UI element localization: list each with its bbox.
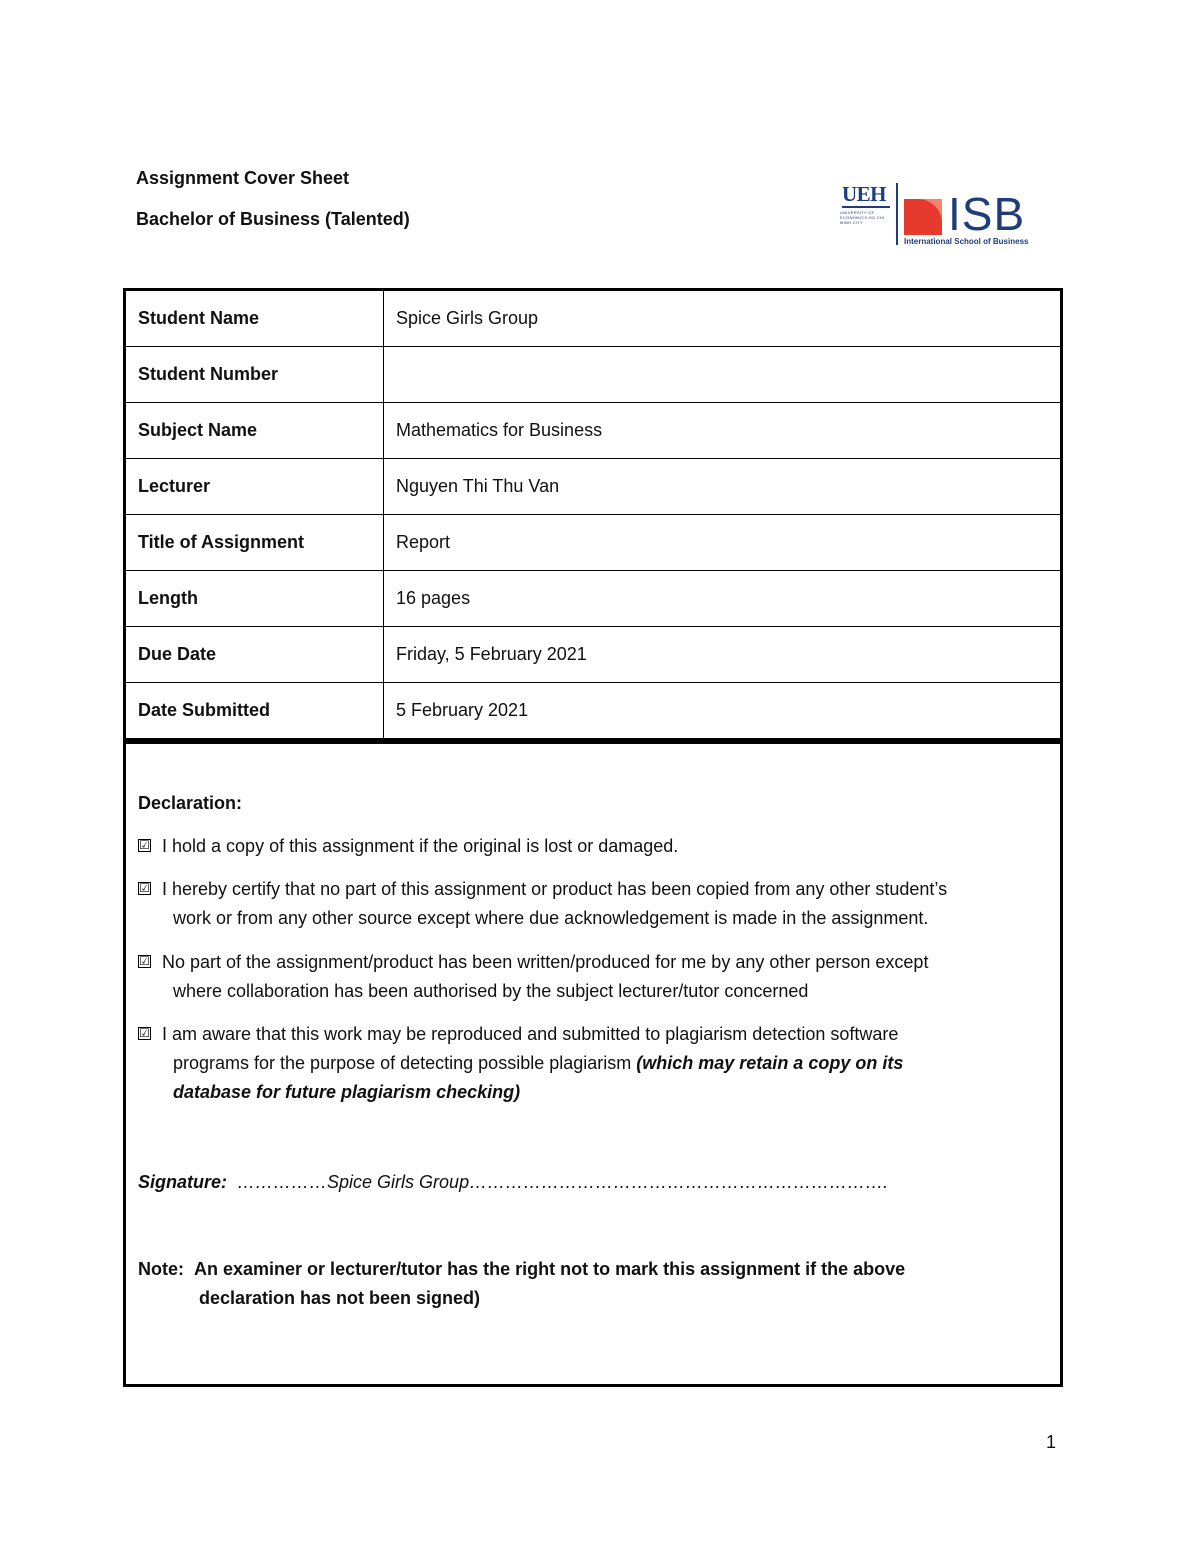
info-row [125, 403, 1062, 459]
ueh-subtitle: UNIVERSITY OF ECONOMICS HO CHI MINH CITY [840, 210, 885, 225]
checked-box-icon: ☑ [139, 1026, 150, 1040]
info-label: Student Number [125, 347, 384, 403]
declaration-item [138, 948, 1038, 1006]
logo-divider [896, 183, 898, 245]
signature-label: Signature: [138, 1172, 228, 1192]
declaration-item-line: I hereby certify that no part of this assignment or product has been copied from any other student’s [162, 879, 948, 899]
note-text: declaration has not been signed) [199, 1288, 481, 1308]
signature-line [138, 1168, 888, 1197]
info-value: Spice Girls Group [384, 290, 1062, 347]
note-text: An examiner or lecturer/tutor has the right not to mark this assignment if the above [194, 1259, 906, 1279]
declaration-item-emphasis: database for future plagiarism checking) [173, 1082, 521, 1102]
declaration-item-emphasis: (which may retain a copy on its [636, 1053, 904, 1073]
info-label: Subject Name [125, 403, 384, 459]
isb-mark-icon [904, 199, 942, 235]
program-subtitle: Bachelor of Business (Talented) [136, 209, 410, 229]
info-row [125, 459, 1062, 515]
isb-wordmark: ISB [948, 188, 1026, 240]
declaration-item [138, 1020, 1038, 1107]
info-label: Student Name [125, 290, 384, 347]
declaration-item-line: No part of the assignment/product has been written/produced for me by any other person except [162, 952, 929, 972]
info-value: 5 February 2021 [384, 683, 1062, 740]
ueh-logo [840, 183, 892, 227]
info-value: Nguyen Thi Thu Van [384, 459, 1062, 515]
declaration-item-text: programs for the purpose of detecting possible plagiarism [173, 1053, 632, 1073]
note-label: Note: [138, 1259, 184, 1279]
info-row [125, 683, 1062, 740]
declaration-item [138, 832, 1038, 861]
assignment-info-table [123, 288, 1063, 741]
info-label: Length [125, 571, 384, 627]
ueh-wordmark: UEH [842, 182, 887, 206]
declaration-heading: Declaration: [138, 793, 243, 813]
checked-box-icon: ☑ [139, 954, 150, 968]
declaration-item-line: I am aware that this work may be reproduced and submitted to plagiarism detection software [162, 1024, 899, 1044]
declaration-item [138, 875, 1038, 933]
info-value: Report [384, 515, 1062, 571]
signature-value: ……………Spice Girls Group……………………………………………………………. [237, 1172, 889, 1192]
declaration-box [123, 741, 1063, 1387]
info-label: Title of Assignment [125, 515, 384, 571]
checked-box-icon: ☑ [139, 881, 150, 895]
info-label: Due Date [125, 627, 384, 683]
checked-box-icon: ☑ [139, 838, 150, 852]
info-value: 16 pages [384, 571, 1062, 627]
ueh-isb-logo [840, 183, 1040, 249]
page-title: Assignment Cover Sheet [136, 168, 350, 188]
info-label: Lecturer [125, 459, 384, 515]
info-row [125, 290, 1062, 347]
isb-subtitle: International School of Business [904, 237, 1029, 246]
declaration-item-line: I hold a copy of this assignment if the original is lost or damaged. [162, 836, 679, 856]
info-row [125, 515, 1062, 571]
info-row [125, 627, 1062, 683]
info-value: Friday, 5 February 2021 [384, 627, 1062, 683]
declaration-item-line: work or from any other source except where due acknowledgement is made in the assignment. [173, 908, 929, 928]
info-value [384, 347, 1062, 403]
declaration-item-line: where collaboration has been authorised by the subject lecturer/tutor concerned [173, 981, 809, 1001]
info-value: Mathematics for Business [384, 403, 1062, 459]
page-number: 1 [1045, 1432, 1056, 1452]
note [138, 1255, 905, 1313]
info-row [125, 347, 1062, 403]
declaration-item-line [138, 1049, 1038, 1078]
info-row [125, 571, 1062, 627]
info-label: Date Submitted [125, 683, 384, 740]
